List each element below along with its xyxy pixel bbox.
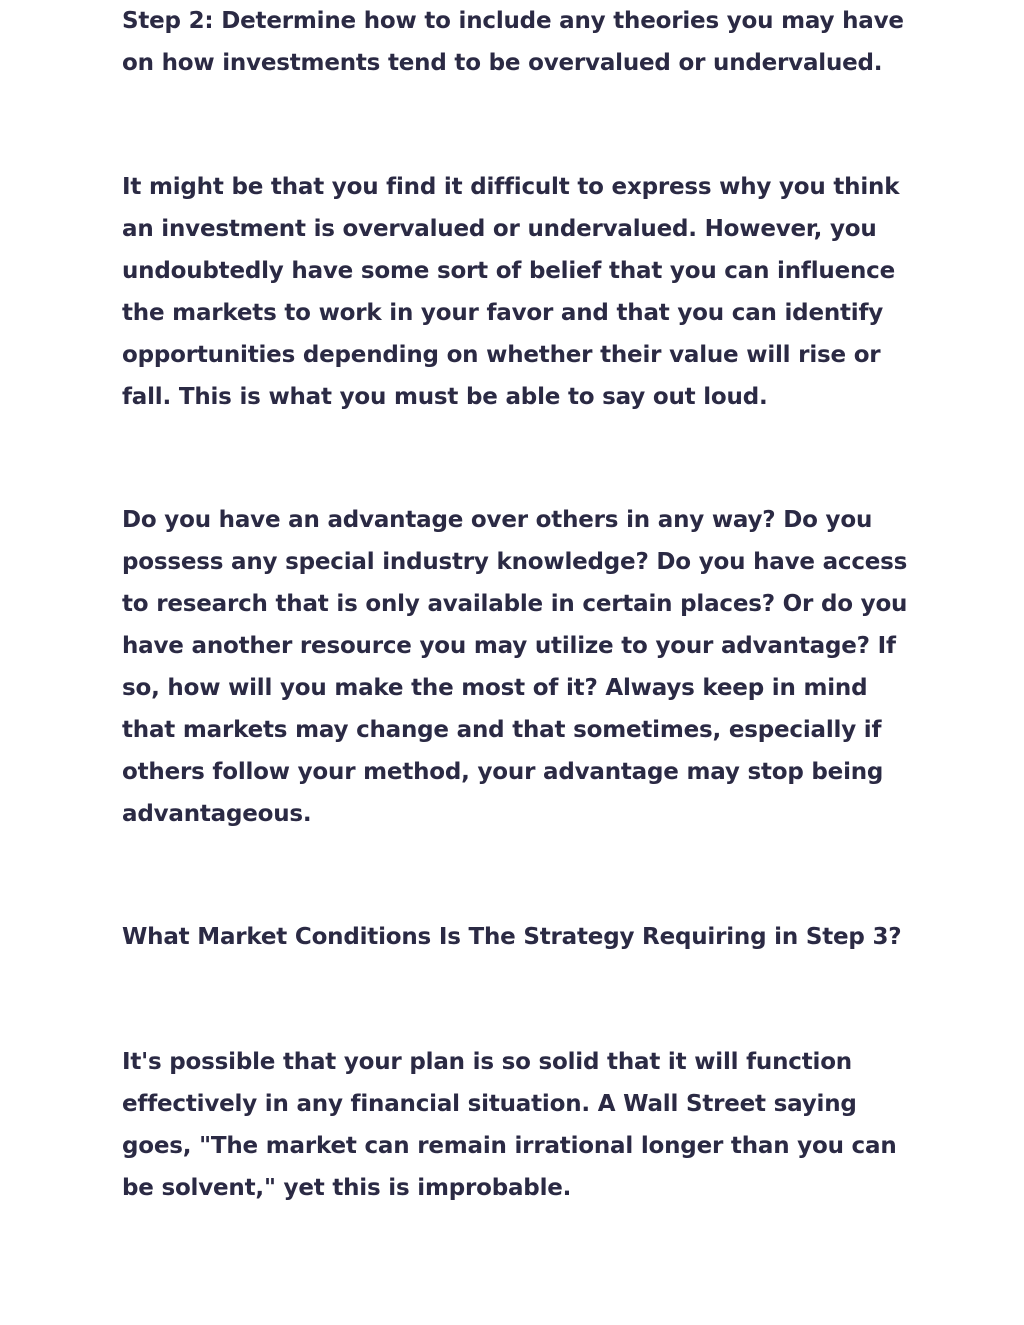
text-line: an investment is overvalued or undervalued. However, you (122, 216, 877, 242)
text-line: opportunities depending on whether their value will rise or (122, 342, 881, 368)
text-line: undoubtedly have some sort of belief that you can influence (122, 258, 895, 284)
text-line: on how investments tend to be overvalued or undervalued. (122, 50, 883, 76)
text-line: It might be that you find it difficult to express why you think (122, 174, 900, 200)
text-line: What Market Conditions Is The Strategy Requiring in Step 3? (122, 924, 902, 950)
text-line: effectively in any financial situation. A Wall Street saying (122, 1091, 857, 1117)
text-line: to research that is only available in certain places? Or do you (122, 591, 908, 617)
paragraph-advantage (122, 499, 912, 835)
text-line: others follow your method, your advantage may stop being (122, 759, 884, 785)
text-line: possess any special industry knowledge? Do you have access (122, 549, 908, 575)
text-line: fall. This is what you must be able to say out loud. (122, 384, 768, 410)
text-line: so, how will you make the most of it? Always keep in mind (122, 675, 868, 701)
text-line: goes, "The market can remain irrational longer than you can (122, 1133, 897, 1159)
text-line: the markets to work in your favor and that you can identify (122, 300, 884, 326)
text-line: that markets may change and that sometimes, especially if (122, 717, 882, 743)
text-line: be solvent," yet this is improbable. (122, 1175, 572, 1201)
text-line: have another resource you may utilize to your advantage? If (122, 633, 896, 659)
step-3-heading (122, 916, 912, 958)
text-line: advantageous. (122, 801, 312, 827)
paragraph-market-conditions (122, 1041, 912, 1209)
paragraph-express-belief (122, 166, 912, 418)
text-line: Step 2: Determine how to include any theories you may have (122, 8, 904, 34)
text-line: It's possible that your plan is so solid that it will function (122, 1049, 852, 1075)
text-line: Do you have an advantage over others in any way? Do you (122, 507, 873, 533)
step-2-heading (122, 0, 912, 84)
